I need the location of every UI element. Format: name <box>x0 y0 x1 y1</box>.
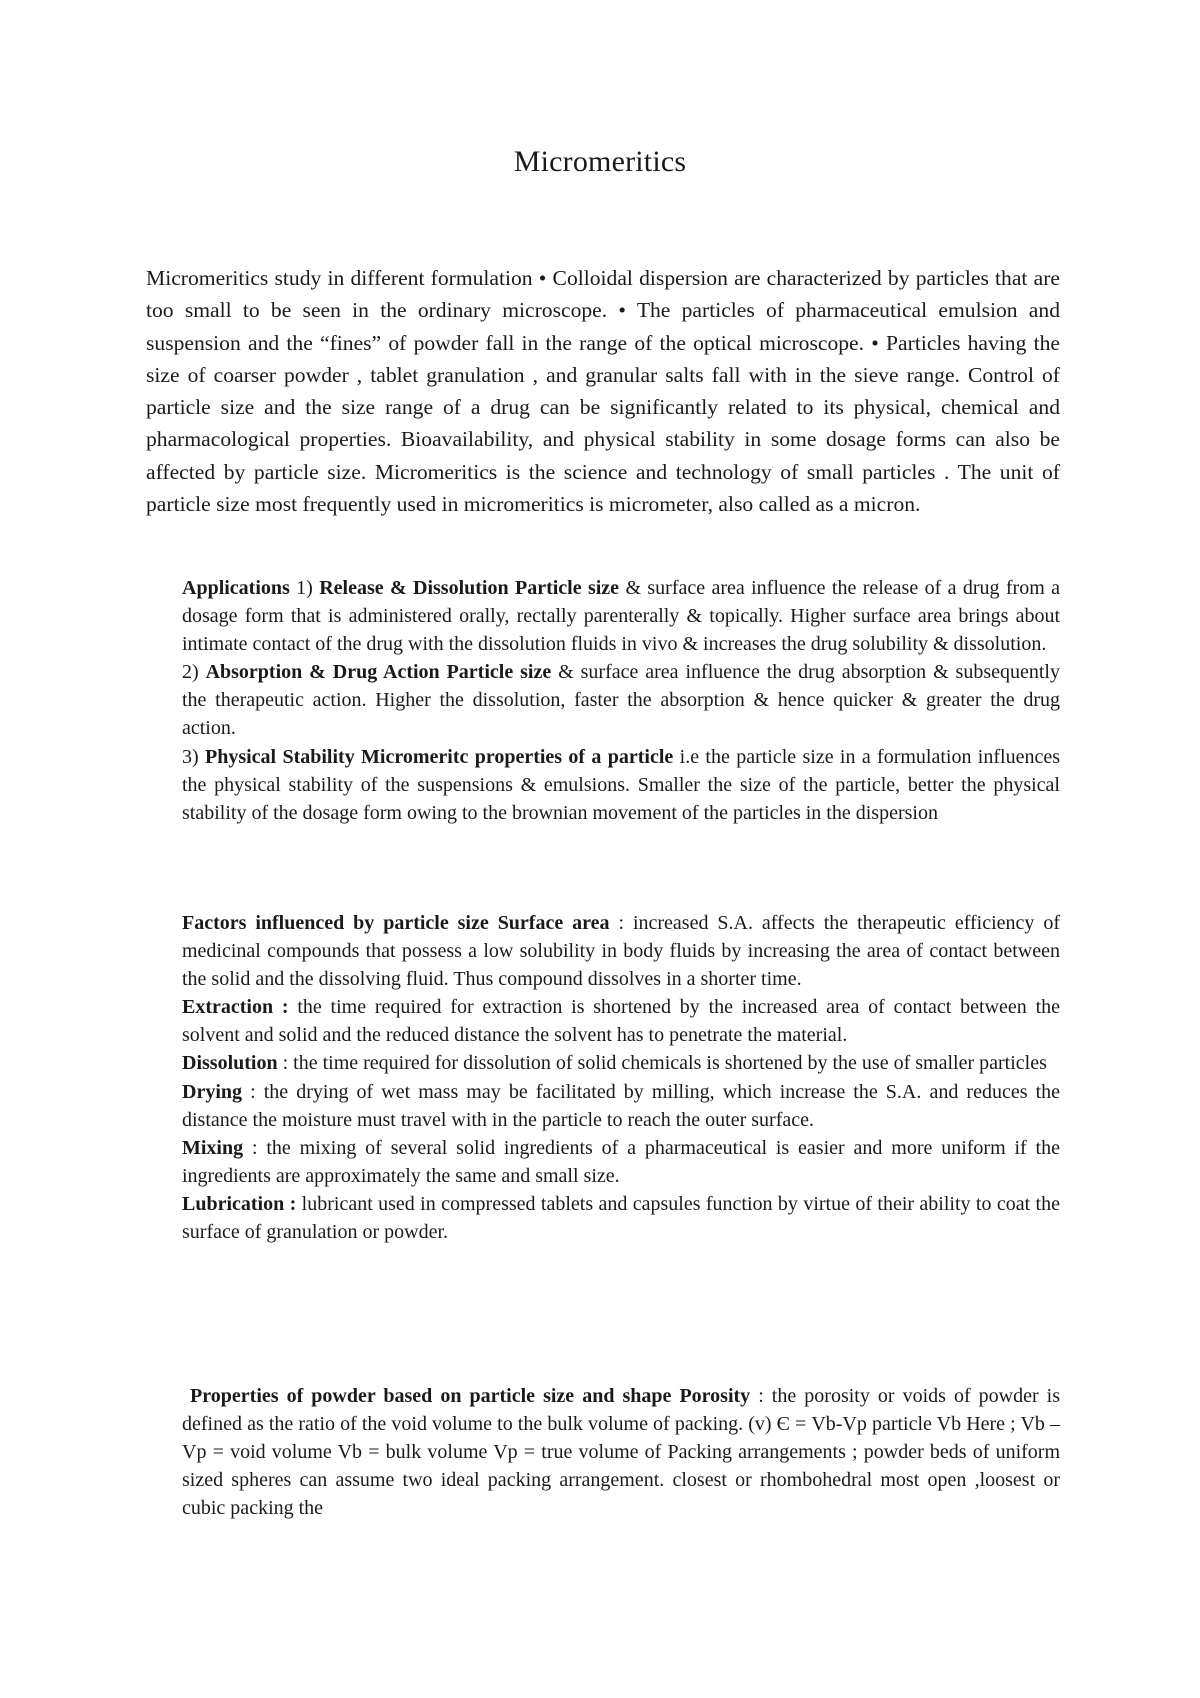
application-item-3 <box>182 743 1060 827</box>
application-item-2 <box>182 658 1060 742</box>
factor-item-dissolution <box>182 1049 1060 1077</box>
application-number: 1) <box>289 577 320 599</box>
factor-item-surface-area <box>182 909 1060 993</box>
factor-title: Dissolution <box>182 1052 278 1075</box>
factor-title: Surface area <box>497 912 610 934</box>
factors-heading: Factors influenced by particle size <box>182 912 489 934</box>
properties-heading: Properties of powder based on particle size and shape <box>190 1385 672 1407</box>
property-title: Porosity <box>679 1385 751 1407</box>
properties-section <box>182 1382 1060 1522</box>
factor-item-extraction <box>182 993 1060 1049</box>
factor-item-mixing <box>182 1134 1060 1190</box>
factor-title: Drying <box>182 1080 242 1103</box>
application-title: Physical Stability Micromeritc properties of a particle <box>205 745 674 768</box>
application-number: 2) <box>182 661 206 684</box>
application-title: Absorption & Drug Action Particle size <box>205 661 552 684</box>
page-title: Micromeritics <box>513 145 687 178</box>
factor-item-drying <box>182 1078 1060 1134</box>
application-number: 3) <box>182 745 205 768</box>
application-text: i.e the particle size in a formulation influences the physical stability of the suspensions & emulsions. Smaller the size of the particle, better the physical stability of the dosage form owing to the brownian movement of the particles in the dispersion <box>182 745 1060 824</box>
factor-title: Mixing <box>182 1136 244 1159</box>
factor-text: the time required for extraction is shortened by the increased area of contact between the solvent and solid and the reduced distance the solvent has to penetrate the material. <box>182 996 1060 1047</box>
intro-paragraph: Micromeritics study in different formulation • Colloidal dispersion are characterized by particles that are too small to be seen in the ordinary microscope. • The particles of pharmaceutical emulsion and suspension and the “fines” of powder fall in the range of the optical microscope. • Particles having the size of coarser powder , tablet granulation , and granular salts fall with in the sieve range. Control of particle size and the size range of a drug can be significantly related to its physical, chemical and pharmacological properties. Bioavailability, and physical stability in some dosage forms can also be affected by particle size. Micromeritics is the science and technology of small particles . The unit of particle size most frequently used in micromeritics is micrometer, also called as a micron. <box>146 266 1060 517</box>
factor-text: : the time required for dissolution of solid chemicals is shortened by the use of smaller particles <box>277 1052 1047 1075</box>
factor-text: : the drying of wet mass may be facilitated by milling, which increase the S.A. and reduces the distance the moisture must travel with in the particle to reach the outer surface. <box>182 1080 1060 1131</box>
factor-text: : the mixing of several solid ingredients of a pharmaceutical is easier and more uniform if the ingredients are approximately the same and small size. <box>182 1136 1060 1187</box>
factors-section <box>182 909 1060 1246</box>
factor-title: Lubrication : <box>182 1192 297 1215</box>
property-item-porosity <box>182 1382 1060 1522</box>
property-text: : the porosity or voids of powder is defined as the ratio of the void volume to the bulk volume of packing. (v) Є = Vb-Vp particle Vb Here ; Vb – Vp = void volume Vb = bulk volume Vp = true volume of Packing arrangements ; powder beds of uniform sized spheres can assume two ideal packing arrangement. closest or rhombohedral most open ,loosest or cubic packing the <box>182 1385 1061 1520</box>
application-text: & surface area influence the drug absorption & subsequently the therapeutic action. Higher the dissolution, faster the absorption & hence quicker & greater the drug action. <box>182 661 1060 740</box>
applications-heading: Applications <box>182 577 290 599</box>
applications-section <box>182 574 1060 827</box>
application-text: & surface area influence the release of a drug from a dosage form that is administered orally, rectally parenterally & topically. Higher surface area brings about intimate contact of the drug with the dissolution fluids in vivo & increases the drug solubility & dissolution. <box>182 577 1061 656</box>
factor-text: : increased S.A. affects the therapeutic efficiency of medicinal compounds that possess a low solubility in body fluids by increasing the area of contact between the solid and the dissolving fluid. Thus compound dissolves in a shorter time. <box>182 912 1061 991</box>
factor-title: Extraction : <box>182 996 289 1019</box>
factor-text: lubricant used in compressed tablets and capsules function by virtue of their ability to coat the surface of granulation or powder. <box>182 1192 1060 1244</box>
application-item-1 <box>182 574 1060 658</box>
factor-item-lubrication <box>182 1190 1060 1246</box>
application-title: Release & Dissolution Particle size <box>319 577 620 599</box>
